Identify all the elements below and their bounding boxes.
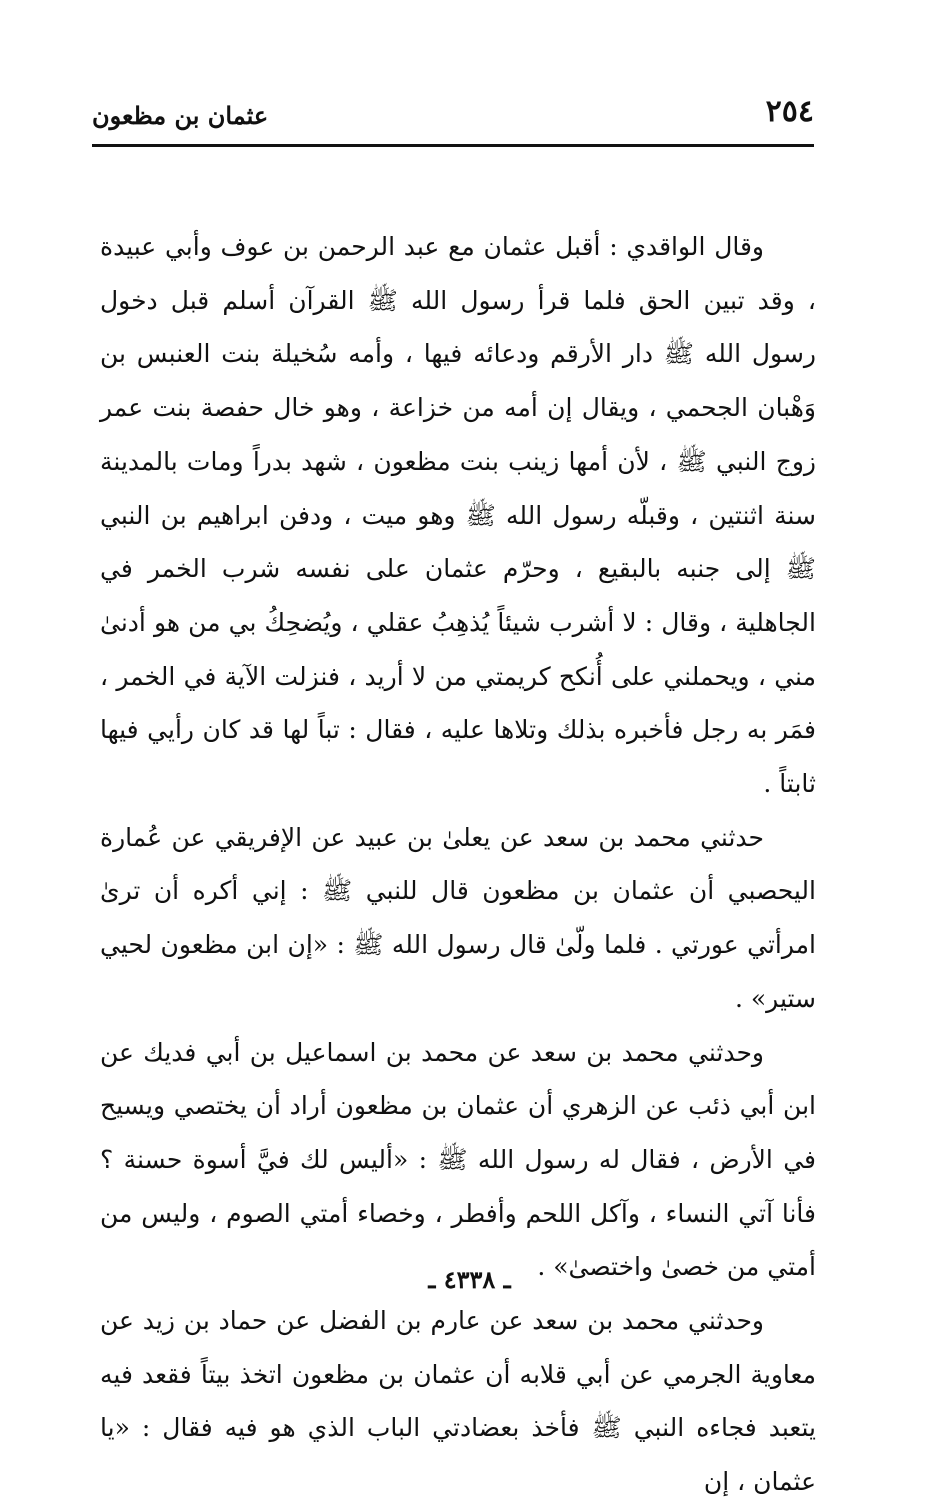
footer-page-index: ـ ٤٣٣٨ ـ <box>428 1265 511 1294</box>
running-title: عثمان بن مظعون <box>92 101 269 130</box>
body-text <box>100 220 816 1509</box>
paragraph: وحدثني محمد بن سعد عن محمد بن اسماعيل بن أبي فديك عن ابن أبي ذئب عن الزهري أن عثمان بن مظعون أراد أن يختصي ويسيح في الأرض ، فقال له رسول الله ﷺ : «أليس لك فيَّ أسوة حسنة ؟ فأنا آتي النساء ، وآكل اللحم وأفطر ، وخصاء أمتي الصوم ، وليس من أمتي من خصىٰ واختصىٰ» . <box>100 1037 816 1282</box>
paragraph: حدثني محمد بن سعد عن يعلىٰ بن عبيد عن الإفريقي عن عُمارة اليحصبي أن عثمان بن مظعون قال للنبي ﷺ : إني أكره أن ترىٰ امرأتي عورتي . فلما ولّىٰ قال رسول الله ﷺ : «إن ابن مظعون لحيي ستير» . <box>100 822 816 1013</box>
paragraph: وحدثني محمد بن سعد عن عارم بن الفضل عن حماد بن زيد عن معاوية الجرمي عن أبي قلابه أن عثمان بن مظعون اتخذ بيتاً فقعد فيه يتعبد فجاءه النبي ﷺ فأخذ بعضادتي الباب الذي هو فيه فقال : «يا عثمان ، إن <box>100 1306 816 1497</box>
page-header <box>92 92 814 147</box>
paragraph: وقال الواقدي : أقبل عثمان مع عبد الرحمن بن عوف وأبي عبيدة ، وقد تبين الحق فلما قرأ رسول الله ﷺ القرآن أسلم قبل دخول رسول الله ﷺ دار الأرقم ودعائه فيها ، وأمه سُخيلة بنت العنبس بن وَهْبان الجحمي ، ويقال إن أمه من خزاعة ، وهو خال حفصة بنت عمر زوج النبي ﷺ ، لأن أمها زينب بنت مظعون ، شهد بدراً ومات بالمدينة سنة اثنتين ، وقبلّه رسول الله ﷺ وهو ميت ، ودفن ابراهيم بن النبي ﷺ إلى جنبه بالبقيع ، وحرّم عثمان على نفسه شرب الخمر في الجاهلية ، وقال : لا أشرب شيئاً يُذهِبُ عقلي ، ويُضحِكُ بي من هو أدنىٰ مني ، ويحملني على أُنكح كريمتي من لا أريد ، فنزلت الآية في الخمر ، فمَر به رجل فأخبره بذلك وتلاها عليه ، فقال : تباً لها قد كان رأيي فيها ثابتاً . <box>100 232 816 799</box>
page-number: ٢٥٤ <box>765 94 814 129</box>
